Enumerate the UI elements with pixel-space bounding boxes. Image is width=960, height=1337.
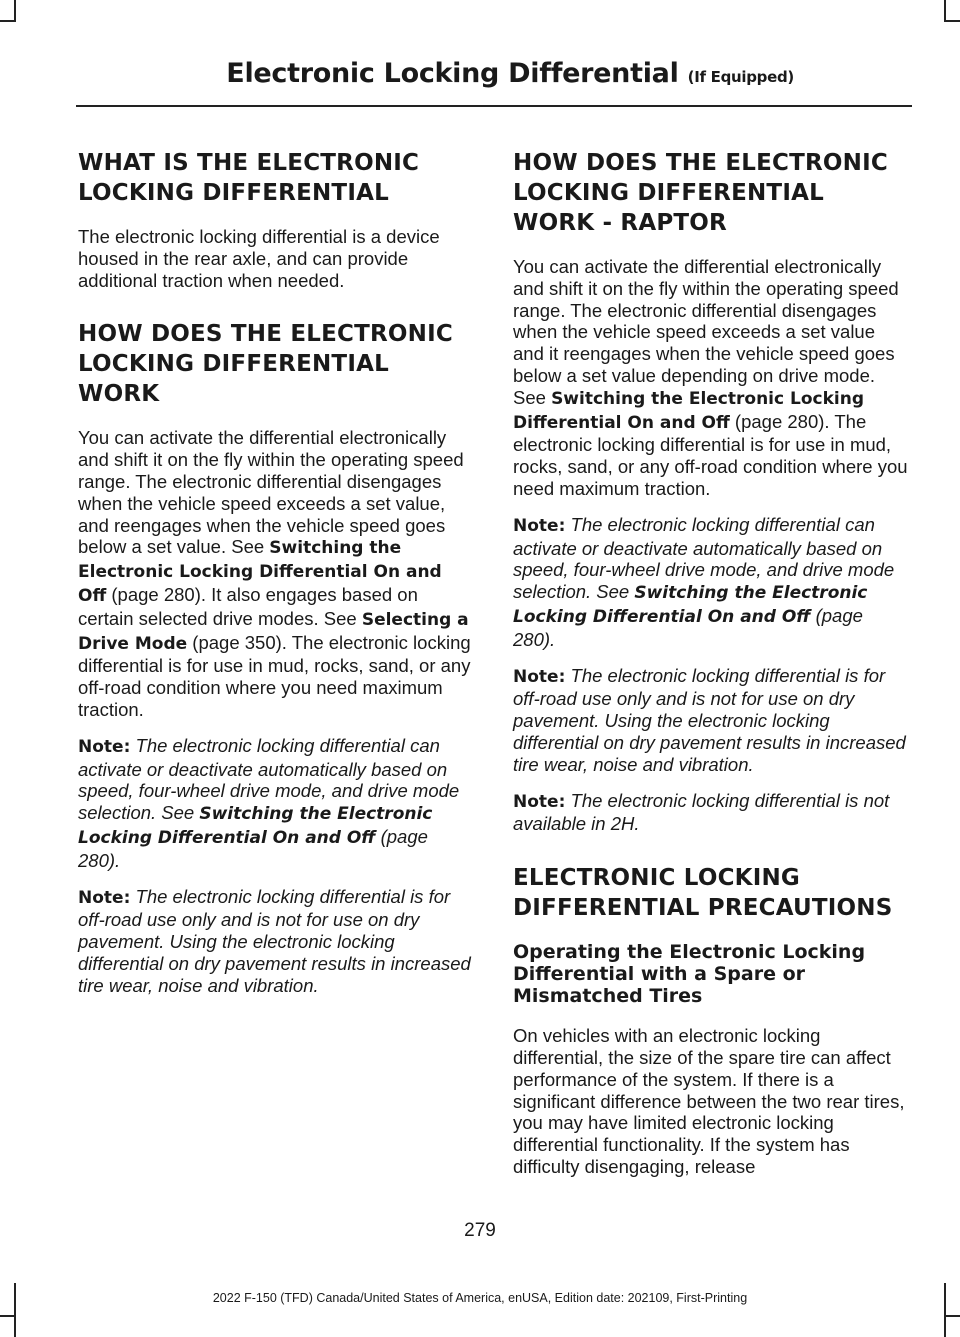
text-run: The electronic locking differential can activate or deactivate automatically based on speed, four-wheel drive mode, and drive mode selection. See	[513, 513, 895, 603]
cross-reference-link[interactable]: Switching the Electronic Locking Differential On and Off	[513, 583, 868, 627]
paragraph: On vehicles with an electronic locking differential, the size of the spare tire can affect performance of the system. If there is a significant difference between the two rear tires, you may have limited electronic locking differential functionality. If the system has difficulty disengaging, release	[513, 1025, 905, 1177]
text-run: You can activate the differential electronically and shift it on the fly within the operating speed range. The electronic differential disengages when the vehicle speed exceeds a set value, and reengages when the vehicle speed goes below a set value. See	[78, 427, 464, 558]
cross-reference-link[interactable]: Switching the Electronic Locking Differential On and Off	[78, 538, 442, 606]
paragraph	[78, 427, 473, 720]
cross-reference-link[interactable]: Switching the Electronic Locking Differential On and Off	[78, 804, 433, 848]
crop-mark-bottom-right	[944, 1315, 960, 1317]
text-run: The electronic locking differential is for off-road use only and is not for use on dry pavement. Using the electronic locking differential on dry pavement results in increased tire wear, noise and vibration.	[78, 885, 471, 996]
note-label: Note:	[513, 515, 566, 536]
section-heading: WHAT IS THE ELECTRONIC LOCKING DIFFERENTIAL	[78, 150, 420, 206]
header-title: Electronic Locking Differential	[226, 58, 679, 89]
header-rule	[76, 105, 912, 107]
left-column	[78, 148, 473, 1025]
right-column	[513, 148, 908, 1206]
text-run: The electronic locking differential can activate or deactivate automatically based on speed, four-wheel drive mode, and drive mode selection. See	[78, 734, 460, 824]
section-heading: HOW DOES THE ELECTRONIC LOCKING DIFFERENTIAL WORK	[78, 321, 453, 408]
section-how-does	[78, 319, 473, 996]
subsection-heading: Operating the Electronic Locking Differential with a Spare or Mismatched Tires	[513, 941, 866, 1008]
note	[78, 735, 473, 872]
section-how-does-raptor	[513, 148, 908, 835]
cross-reference-link[interactable]: Switching the Electronic Locking Differential On and Off	[513, 388, 864, 433]
note	[78, 886, 473, 997]
crop-mark-top-right	[944, 0, 946, 22]
text-run: You can activate the differential electronically and shift it on the fly within the operating speed range. The electronic differential disengages when the vehicle speed exceeds a set value and it reengages when the vehicle speed goes below a set value depending on drive mode. See	[513, 256, 899, 408]
page-number: 279	[464, 1220, 496, 1241]
section-what-is	[78, 148, 473, 291]
note-label: Note:	[513, 666, 566, 687]
text-run: (page 280). It also engages based on certain selected drive modes. See	[78, 583, 418, 629]
note-label: Note:	[78, 736, 131, 757]
text-run: (page 280).	[78, 825, 428, 871]
footer-edition-info: 2022 F-150 (TFD) Canada/United States of America, enUSA, Edition date: 202109, First-Printing	[212, 1291, 748, 1305]
text-run: The electronic locking differential is not available in 2H.	[513, 789, 890, 835]
text-run: (page 280). The electronic locking differential is for use in mud, rocks, sand, or any off-road condition where you need maximum traction.	[513, 410, 908, 499]
note	[513, 665, 908, 776]
crop-mark-top-left	[0, 20, 16, 22]
section-precautions	[513, 863, 908, 1178]
note-label: Note:	[78, 887, 131, 908]
paragraph: The electronic locking differential is a device housed in the rear axle, and can provide additional traction when needed.	[78, 226, 440, 291]
section-heading: ELECTRONIC LOCKING DIFFERENTIAL PRECAUTIONS	[513, 865, 893, 922]
page-header	[226, 58, 794, 89]
note	[513, 514, 908, 651]
text-run: (page 350). The electronic locking differential is for use in mud, rocks, sand, or any off-road condition where you need maximum traction.	[78, 631, 471, 720]
text-run: (page 280).	[513, 604, 863, 650]
crop-mark-top-left	[14, 0, 16, 22]
crop-mark-top-right	[944, 20, 960, 22]
note	[513, 790, 908, 836]
text-run: The electronic locking differential is for off-road use only and is not for use on dry pavement. Using the electronic locking differential on dry pavement results in increased tire wear, noise and vibration.	[513, 664, 906, 775]
paragraph	[513, 256, 908, 500]
note-label: Note:	[513, 791, 566, 812]
section-heading: HOW DOES THE ELECTRONIC LOCKING DIFFERENTIAL WORK - RAPTOR	[513, 150, 888, 236]
crop-mark-bottom-left	[0, 1315, 16, 1317]
cross-reference-link[interactable]: Selecting a Drive Mode	[78, 609, 469, 654]
header-subtitle: (If Equipped)	[687, 68, 794, 86]
